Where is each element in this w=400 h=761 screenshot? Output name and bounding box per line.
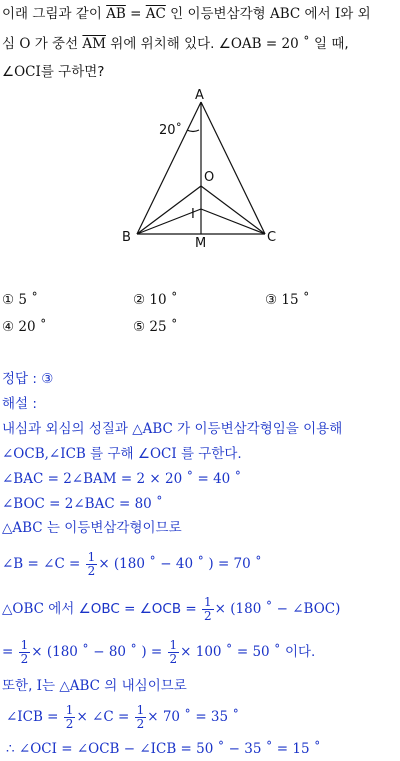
- solution-line-7: [2, 595, 340, 623]
- triangle-abc: ABC: [12, 520, 43, 536]
- problem-text: ∠: [2, 64, 15, 80]
- label-i: I: [191, 207, 195, 222]
- triangle-abc: ABC: [270, 6, 301, 22]
- solution-line-3: ∠BAC = 2∠BAM = 2 × 20 ˚ = 40 ˚: [2, 471, 242, 487]
- numerator: 1: [20, 638, 29, 652]
- numerator: 1: [204, 594, 212, 609]
- explanation-label: 해설 :: [2, 396, 37, 412]
- option-mark: ⑤: [133, 319, 146, 335]
- answer-label: 정답 : ③: [2, 371, 54, 387]
- numerator: 1: [169, 638, 178, 652]
- fraction-half: [168, 639, 180, 666]
- angle-arc: [187, 130, 199, 132]
- label-m: M: [195, 236, 207, 251]
- label-a: A: [195, 88, 204, 103]
- solution-text: 가 이등변삼각형임을 이용해: [172, 421, 343, 437]
- segment-co: [201, 186, 265, 234]
- equation-text: × 70 ˚ = 35 ˚: [147, 709, 240, 725]
- equation-text: 에서 ∠OBC = ∠OCB =: [43, 601, 202, 617]
- denominator: 2: [204, 608, 212, 623]
- option-5[interactable]: [133, 317, 178, 337]
- label-o: O: [204, 170, 215, 185]
- equation-text: ∠ICB =: [6, 709, 63, 725]
- segment-ci: [201, 209, 265, 234]
- solution-line-9: [2, 676, 187, 696]
- problem-text: 일 때,: [309, 36, 349, 52]
- option-2[interactable]: [133, 290, 178, 310]
- problem-text: 위에 위치해 있다. ∠: [106, 36, 231, 52]
- triangle-symbol: △: [2, 601, 13, 617]
- equation-text: × ∠C =: [76, 709, 134, 725]
- angles-ocb-icb: ∠OCB,∠ICB: [2, 446, 86, 462]
- equation-text: × (180 ˚ − 40 ˚ ) = 70 ˚: [98, 556, 262, 572]
- angle-oab: OAB = 20 ˚: [230, 36, 310, 52]
- triangle-figure: [0, 0, 400, 290]
- solution-line-2: [2, 444, 242, 464]
- fraction-half: [202, 596, 214, 623]
- option-value: 15 ˚: [281, 292, 310, 308]
- equals-sign: =: [125, 6, 146, 22]
- equation-text: × 100 ˚ = 50 ˚: [180, 644, 281, 660]
- equation-text: × (180 ˚ − 80 ˚ ) =: [31, 644, 167, 660]
- problem-text: 인 이등변삼각형: [165, 6, 271, 22]
- label-c: C: [267, 230, 277, 245]
- point-o: O: [19, 36, 31, 52]
- option-value: 25 ˚: [149, 319, 178, 335]
- option-mark: ①: [2, 292, 15, 308]
- numerator: 1: [87, 550, 96, 564]
- option-3[interactable]: [265, 290, 310, 310]
- segment-am: $\overline{AM}$: [82, 36, 106, 52]
- fraction-half: [64, 704, 76, 731]
- triangle-abc: ABC: [142, 421, 173, 437]
- denominator: 2: [136, 717, 145, 731]
- solution-text: 또한,: [2, 678, 37, 694]
- segment-ac: $\overline{AC}$: [145, 6, 166, 22]
- solution-line-4: ∠BOC = 2∠BAC = 80 ˚: [2, 496, 163, 512]
- label-b: B: [122, 230, 131, 245]
- denominator: 2: [169, 652, 178, 666]
- option-4[interactable]: [2, 317, 47, 337]
- fraction-half: [19, 639, 31, 666]
- angle-label: 20˚: [159, 123, 183, 138]
- segment-ab: $\overline{AB}$: [106, 6, 126, 22]
- solution-text: 를 구한다.: [176, 446, 242, 462]
- equation-text: =: [2, 644, 18, 660]
- solution-text: 이다.: [280, 644, 316, 660]
- fraction-half: [135, 704, 147, 731]
- solution-line-6: [2, 550, 262, 578]
- triangle-symbol: △: [2, 520, 13, 536]
- equation-text: × (180 ˚ − ∠BOC): [214, 601, 341, 617]
- fraction-half: [86, 551, 98, 578]
- denominator: 2: [20, 652, 29, 666]
- equation-text: ∠B = ∠C =: [2, 556, 85, 572]
- problem-text: 가 중선: [30, 36, 83, 52]
- problem-text: 에서: [300, 6, 335, 22]
- solution-text: 는 △: [42, 678, 70, 694]
- numerator: 1: [65, 703, 74, 717]
- solution-line-8: [2, 638, 315, 666]
- option-mark: ②: [133, 292, 146, 308]
- solution-line-1: [2, 419, 342, 439]
- triangle-abc: ABC: [69, 678, 100, 694]
- triangle-obc: OBC: [12, 601, 44, 617]
- problem-text: 를 구하면?: [40, 64, 105, 80]
- solution-text: 내심과 외심의 성질과 △: [2, 421, 143, 437]
- problem-text: 와 외: [340, 6, 371, 22]
- solution-text: 를 구해 ∠: [85, 446, 150, 462]
- solution-text: 는 이등변삼각형이므로: [42, 520, 182, 536]
- angle-oci: OCI: [149, 446, 177, 462]
- option-value: 5 ˚: [18, 292, 39, 308]
- option-value: 20 ˚: [18, 319, 47, 335]
- solution-line-5: [2, 518, 182, 538]
- side-ac: [201, 102, 265, 234]
- problem-text: 이래 그림과 같이: [2, 6, 102, 22]
- angle-oci: OCI: [14, 64, 41, 80]
- point-i: I: [334, 6, 341, 22]
- numerator: 1: [136, 703, 145, 717]
- point-i: I: [36, 678, 43, 694]
- solution-line-10: [6, 703, 239, 731]
- option-mark: ③: [265, 292, 278, 308]
- option-mark: ④: [2, 319, 15, 335]
- solution-text: 의 내심이므로: [99, 678, 187, 694]
- solution-line-11: ∴ ∠OCI = ∠OCB − ∠ICB = 50 ˚ − 35 ˚ = 15 ˚: [6, 741, 321, 757]
- option-value: 10 ˚: [149, 292, 178, 308]
- option-1[interactable]: [2, 290, 38, 310]
- problem-text: 심: [2, 36, 20, 52]
- denominator: 2: [87, 564, 96, 578]
- denominator: 2: [65, 717, 74, 731]
